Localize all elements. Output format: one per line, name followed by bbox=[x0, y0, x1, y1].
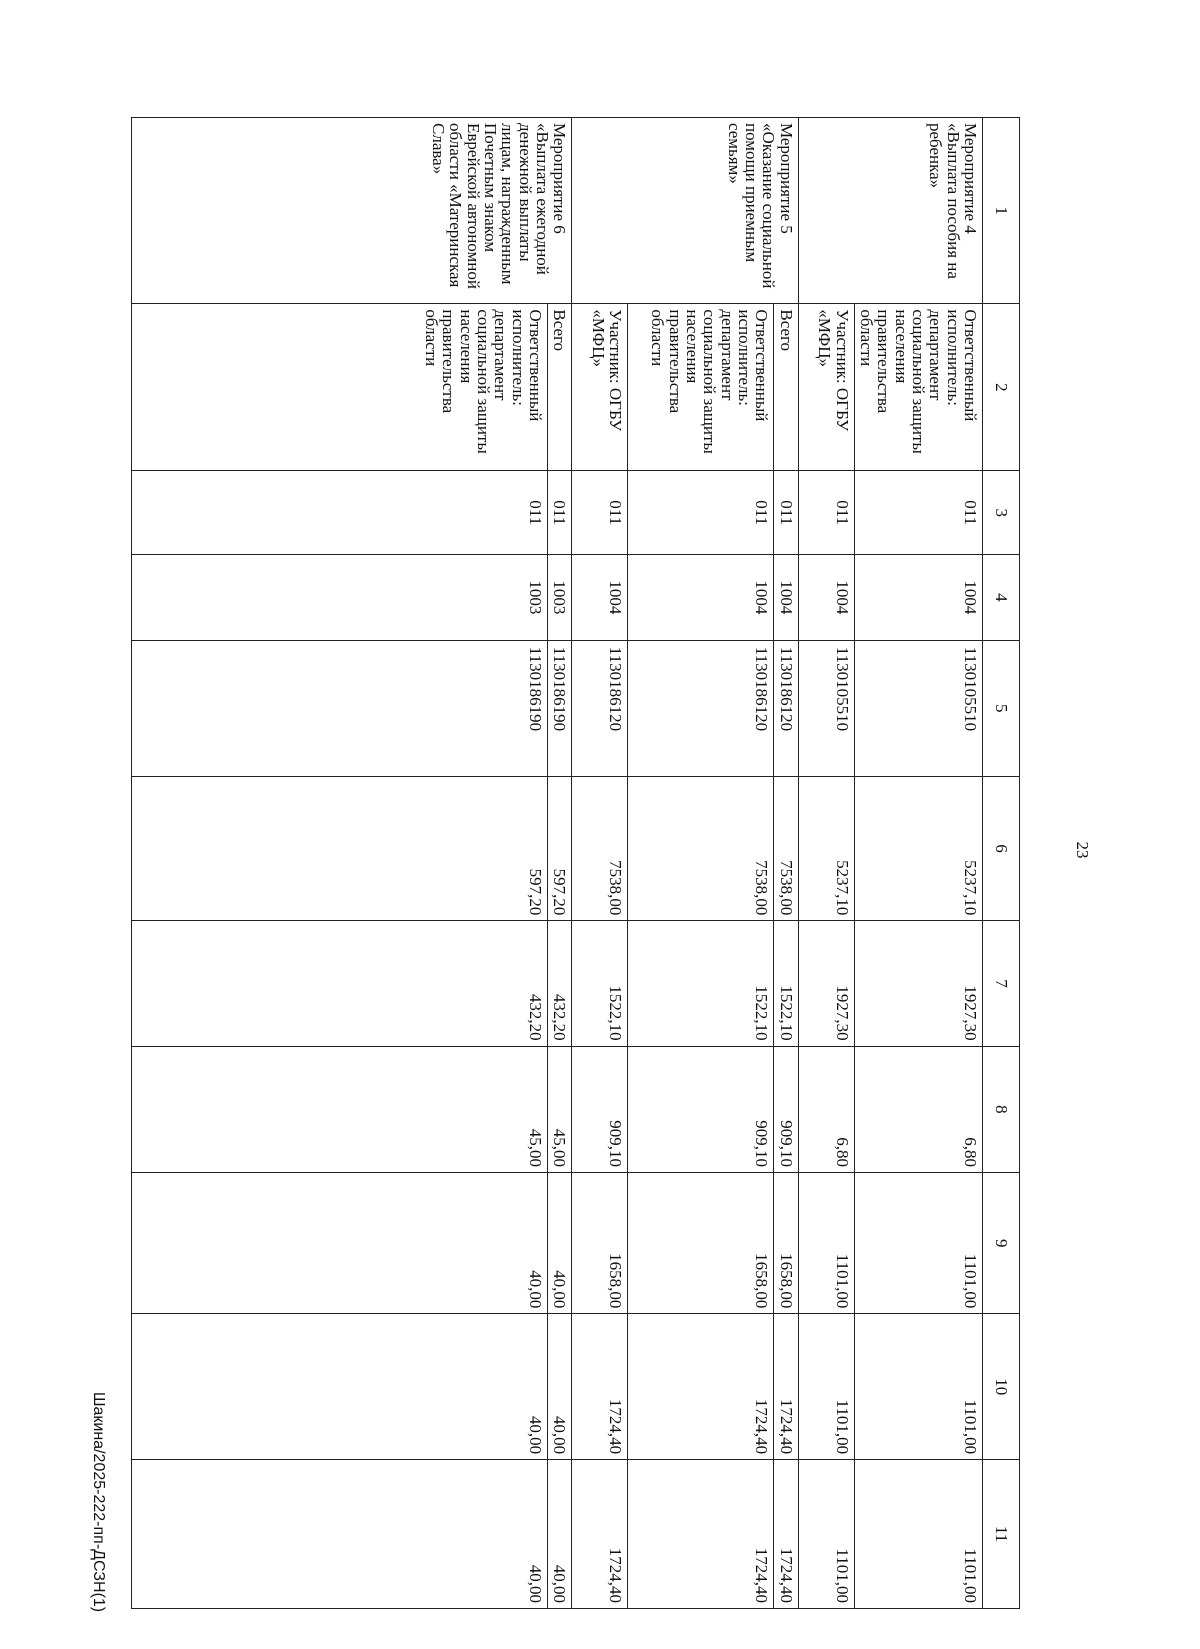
cell-c5: 1130186120 bbox=[628, 640, 774, 776]
column-header: 6 bbox=[983, 776, 1020, 921]
cell-c10: 1724,40 bbox=[572, 1314, 628, 1460]
table-row bbox=[548, 118, 572, 1609]
cell-c3: 011 bbox=[854, 471, 982, 555]
column-header: 4 bbox=[983, 555, 1020, 641]
cell-c6: 7538,00 bbox=[628, 776, 774, 921]
executor-cell: Участник: ОГБУ «МФЦ» bbox=[798, 304, 854, 471]
column-header: 7 bbox=[983, 921, 1020, 1046]
column-header: 11 bbox=[983, 1460, 1020, 1609]
cell-c11: 1724,40 bbox=[572, 1460, 628, 1609]
cell-c4: 1004 bbox=[774, 555, 798, 641]
executor-cell: Ответственный исполнитель: департамент социальной защиты населения правительства области bbox=[628, 304, 774, 471]
cell-c8: 45,00 bbox=[548, 1046, 572, 1172]
document-code: Шакина/2025-222-пп-ДСЗН(1) bbox=[90, 1391, 107, 1613]
table-row bbox=[572, 118, 628, 1609]
table-row bbox=[854, 118, 982, 1609]
cell-c11: 1101,00 bbox=[798, 1460, 854, 1609]
cell-c7: 1927,30 bbox=[798, 921, 854, 1046]
cell-c6: 7538,00 bbox=[572, 776, 628, 921]
cell-c9: 1101,00 bbox=[798, 1173, 854, 1314]
cell-c10: 1101,00 bbox=[854, 1314, 982, 1460]
cell-c11: 40,00 bbox=[548, 1460, 572, 1609]
executor-cell: Всего bbox=[774, 304, 798, 471]
cell-c8: 6,80 bbox=[798, 1046, 854, 1172]
cell-c4: 1003 bbox=[548, 555, 572, 641]
cell-c7: 1522,10 bbox=[572, 921, 628, 1046]
cell-c7: 432,20 bbox=[132, 921, 548, 1046]
cell-c9: 1658,00 bbox=[572, 1173, 628, 1314]
activity-name: Мероприятие 6 «Выплата ежегодной денежной выплаты лицам, награжденным Почетным знаком Еврейской автономной области «Материнская Слава» bbox=[132, 118, 572, 304]
cell-c4: 1004 bbox=[798, 555, 854, 641]
cell-c3: 011 bbox=[132, 471, 548, 555]
cell-c8: 6,80 bbox=[854, 1046, 982, 1172]
cell-c7: 432,20 bbox=[548, 921, 572, 1046]
cell-c4: 1004 bbox=[854, 555, 982, 641]
cell-c11: 1724,40 bbox=[628, 1460, 774, 1609]
cell-c11: 1101,00 bbox=[854, 1460, 982, 1609]
rotated-table-wrapper bbox=[131, 117, 1020, 1609]
column-header: 1 bbox=[983, 118, 1020, 304]
cell-c10: 1724,40 bbox=[774, 1314, 798, 1460]
column-header: 9 bbox=[983, 1173, 1020, 1314]
cell-c9: 40,00 bbox=[548, 1173, 572, 1314]
cell-c8: 909,10 bbox=[628, 1046, 774, 1172]
cell-c4: 1004 bbox=[572, 555, 628, 641]
executor-cell: Участник: ОГБУ «МФЦ» bbox=[572, 304, 628, 471]
column-header: 10 bbox=[983, 1314, 1020, 1460]
cell-c5: 1130105510 bbox=[854, 640, 982, 776]
cell-c5: 1130186190 bbox=[548, 640, 572, 776]
cell-c5: 1130186120 bbox=[572, 640, 628, 776]
cell-c4: 1004 bbox=[628, 555, 774, 641]
executor-cell: Всего bbox=[548, 304, 572, 471]
cell-c8: 909,10 bbox=[572, 1046, 628, 1172]
page-number: 23 bbox=[1073, 841, 1092, 859]
cell-c3: 011 bbox=[548, 471, 572, 555]
cell-c3: 011 bbox=[774, 471, 798, 555]
cell-c7: 1927,30 bbox=[854, 921, 982, 1046]
cell-c10: 40,00 bbox=[132, 1314, 548, 1460]
cell-c7: 1522,10 bbox=[774, 921, 798, 1046]
cell-c5: 1130186190 bbox=[132, 640, 548, 776]
cell-c6: 597,20 bbox=[132, 776, 548, 921]
table-row bbox=[628, 118, 774, 1609]
cell-c3: 011 bbox=[798, 471, 854, 555]
cell-c9: 40,00 bbox=[132, 1173, 548, 1314]
column-header: 2 bbox=[983, 304, 1020, 471]
cell-c6: 597,20 bbox=[548, 776, 572, 921]
cell-c6: 5237,10 bbox=[854, 776, 982, 921]
cell-c7: 1522,10 bbox=[628, 921, 774, 1046]
cell-c5: 1130105510 bbox=[798, 640, 854, 776]
cell-c9: 1101,00 bbox=[854, 1173, 982, 1314]
executor-cell: Ответственный исполнитель: департамент социальной защиты населения правительства области bbox=[132, 304, 548, 471]
cell-c9: 1658,00 bbox=[774, 1173, 798, 1314]
cell-c6: 5237,10 bbox=[798, 776, 854, 921]
column-header: 8 bbox=[983, 1046, 1020, 1172]
table-row bbox=[132, 118, 548, 1609]
cell-c4: 1003 bbox=[132, 555, 548, 641]
cell-c9: 1658,00 bbox=[628, 1173, 774, 1314]
table-row bbox=[798, 118, 854, 1609]
cell-c3: 011 bbox=[628, 471, 774, 555]
cell-c11: 1724,40 bbox=[774, 1460, 798, 1609]
table-row bbox=[774, 118, 798, 1609]
cell-c10: 40,00 bbox=[548, 1314, 572, 1460]
cell-c6: 7538,00 bbox=[774, 776, 798, 921]
cell-c10: 1724,40 bbox=[628, 1314, 774, 1460]
column-header: 3 bbox=[983, 471, 1020, 555]
cell-c8: 45,00 bbox=[132, 1046, 548, 1172]
activity-name: Мероприятие 5 «Оказание социальной помощи приемным семьям» bbox=[572, 118, 798, 304]
executor-cell: Ответственный исполнитель: департамент социальной защиты населения правительства области bbox=[854, 304, 982, 471]
column-header: 5 bbox=[983, 640, 1020, 776]
cell-c8: 909,10 bbox=[774, 1046, 798, 1172]
activity-name: Мероприятие 4 «Выплата пособия на ребенка» bbox=[798, 118, 982, 304]
cell-c5: 1130186120 bbox=[774, 640, 798, 776]
cell-c11: 40,00 bbox=[132, 1460, 548, 1609]
cell-c3: 011 bbox=[572, 471, 628, 555]
cell-c10: 1101,00 bbox=[798, 1314, 854, 1460]
header-row bbox=[983, 118, 1020, 1609]
budget-table bbox=[131, 117, 1020, 1609]
